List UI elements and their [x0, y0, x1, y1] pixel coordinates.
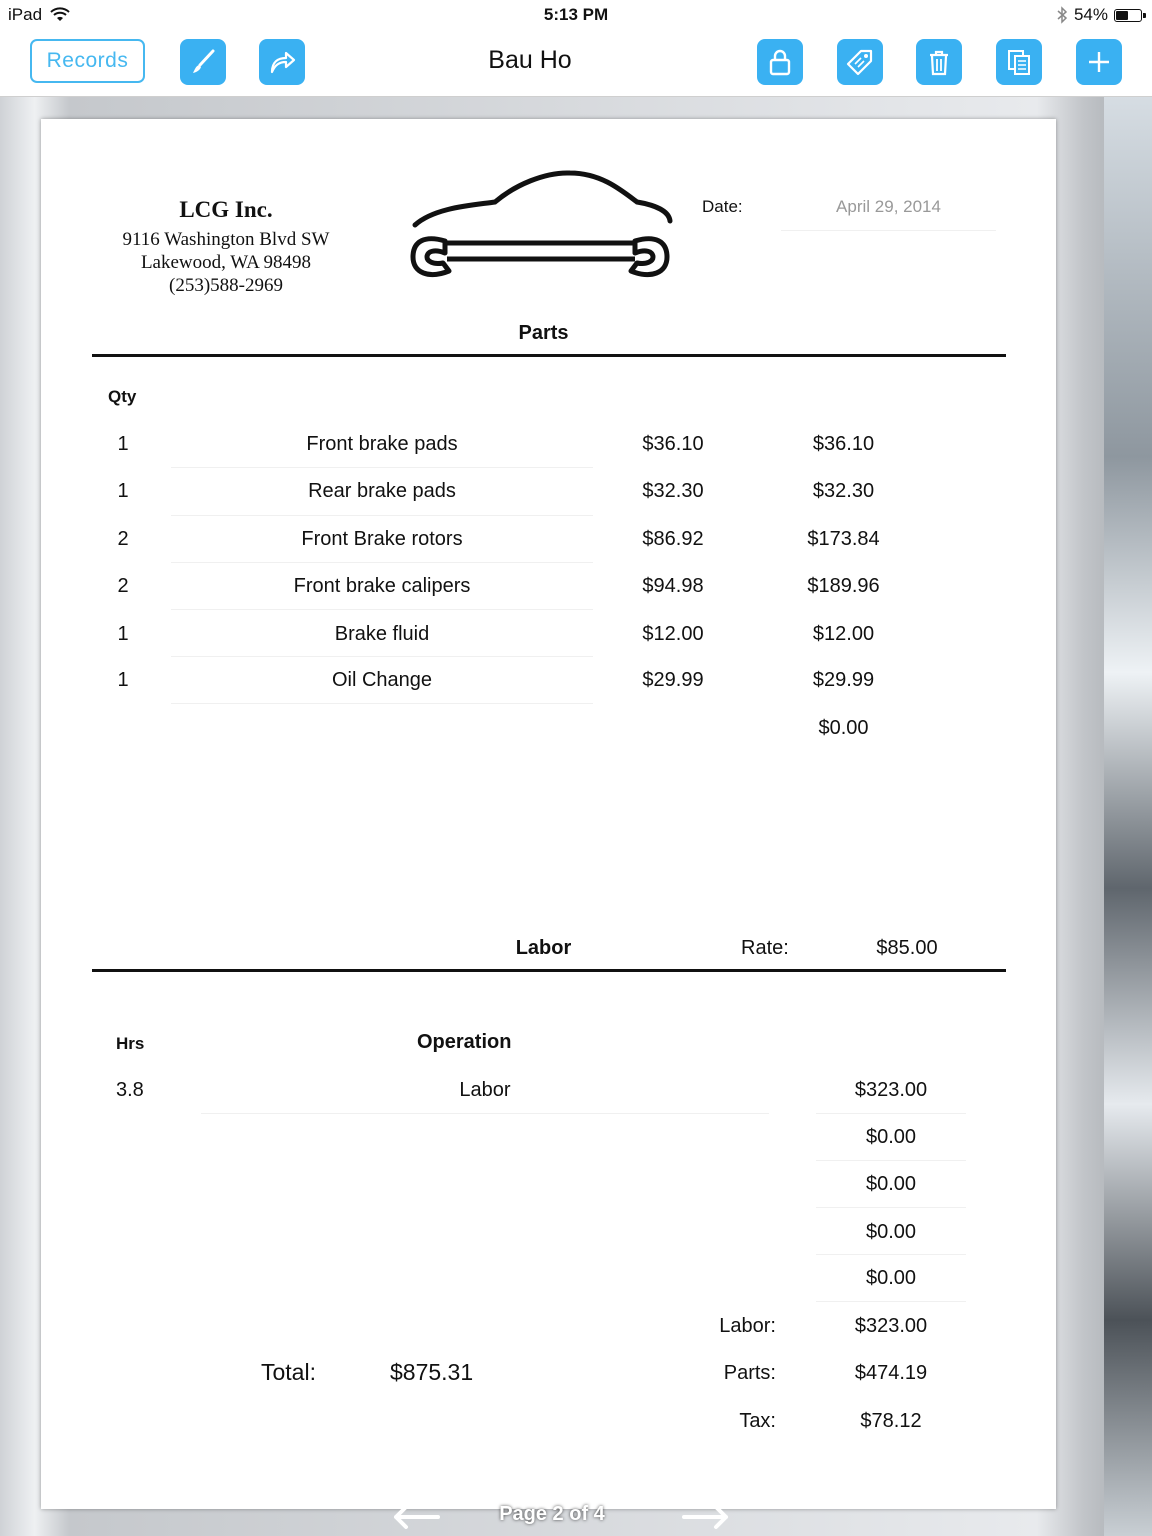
- row-divider: [816, 1207, 966, 1208]
- company-info: [111, 197, 341, 297]
- part-line-total: $36.10: [812, 433, 875, 455]
- part-description: Rear brake pads: [308, 480, 456, 502]
- labor-subtotal-value: $323.00: [854, 1315, 928, 1337]
- row-divider: [171, 609, 593, 610]
- row-divider: [816, 1301, 966, 1302]
- share-icon: [267, 47, 297, 77]
- part-line-total: $0.00: [818, 717, 869, 739]
- row-divider: [171, 703, 593, 704]
- page-indicator: Page 2 of 4: [499, 1503, 605, 1525]
- lock-button[interactable]: [757, 39, 803, 85]
- labor-rule: [92, 969, 1006, 972]
- edit-button[interactable]: [180, 39, 226, 85]
- part-unit-price: $86.92: [642, 528, 704, 550]
- row-divider: [171, 467, 593, 468]
- page-title: Bau Ho: [488, 46, 572, 74]
- part-description: Brake fluid: [334, 623, 430, 645]
- parts-subtotal-value: $474.19: [854, 1362, 928, 1384]
- records-button[interactable]: Records: [30, 39, 145, 83]
- grand-total-value: $875.31: [390, 1359, 474, 1385]
- part-unit-price: $12.00: [642, 623, 704, 645]
- labor-amount: $0.00: [865, 1126, 917, 1148]
- operation-column-header: Operation: [417, 1031, 512, 1053]
- part-line-total: $32.30: [812, 480, 875, 502]
- copy-icon: [1004, 47, 1034, 77]
- plus-icon: [1084, 47, 1114, 77]
- hrs-column-header: Hrs: [116, 1034, 145, 1053]
- row-divider: [171, 656, 593, 657]
- part-qty: 2: [117, 575, 129, 597]
- battery-percent: 54%: [1073, 5, 1108, 24]
- tag-button[interactable]: [837, 39, 883, 85]
- grand-total-label: Total:: [261, 1359, 316, 1385]
- part-line-total: $173.84: [807, 528, 880, 550]
- labor-amount: $323.00: [854, 1079, 928, 1101]
- row-divider: [171, 562, 593, 563]
- parts-heading: Parts: [518, 322, 569, 344]
- rate-label: Rate:: [741, 937, 789, 959]
- lock-icon: [765, 47, 795, 77]
- date-underline: [781, 230, 996, 231]
- copy-button[interactable]: [996, 39, 1042, 85]
- part-qty: 1: [117, 433, 129, 455]
- part-unit-price: $94.98: [642, 575, 704, 597]
- status-right: [1056, 5, 1142, 25]
- row-divider: [171, 515, 593, 516]
- part-line-total: $12.00: [812, 623, 875, 645]
- car-wrench-logo: [405, 167, 677, 285]
- company-phone: (253)588-2969: [169, 275, 283, 296]
- parts-subtotal-label: Parts:: [723, 1362, 776, 1384]
- part-description: Front Brake rotors: [301, 528, 463, 550]
- next-page-arrow-icon[interactable]: [680, 1502, 740, 1532]
- trash-icon: [924, 47, 954, 77]
- part-qty: 2: [117, 528, 129, 550]
- nav-bar: [0, 32, 1152, 97]
- part-qty: 1: [117, 623, 129, 645]
- labor-amount: $0.00: [865, 1267, 917, 1289]
- row-divider: [816, 1254, 966, 1255]
- add-button[interactable]: [1076, 39, 1122, 85]
- labor-amount: $0.00: [865, 1221, 917, 1243]
- brush-icon: [188, 47, 218, 77]
- rate-value[interactable]: $85.00: [876, 937, 938, 959]
- labor-operation: Labor: [459, 1079, 511, 1101]
- delete-button[interactable]: [916, 39, 962, 85]
- parts-rule: [92, 354, 1006, 357]
- part-unit-price: $32.30: [642, 480, 704, 502]
- status-bar: [0, 0, 1152, 32]
- bluetooth-icon: [1056, 6, 1068, 24]
- part-unit-price: $29.99: [642, 669, 704, 691]
- labor-amount: $0.00: [865, 1173, 917, 1195]
- device-name: iPad: [8, 5, 43, 24]
- row-divider: [201, 1113, 769, 1114]
- invoice-page[interactable]: [41, 119, 1056, 1509]
- tag-icon: [845, 47, 875, 77]
- labor-heading: Labor: [515, 937, 572, 959]
- part-qty: 1: [117, 480, 129, 502]
- part-line-total: $189.96: [807, 575, 880, 597]
- battery-fill: [1116, 11, 1128, 20]
- company-name: LCG Inc.: [179, 197, 273, 222]
- part-description: Front brake pads: [306, 433, 458, 455]
- share-button[interactable]: [259, 39, 305, 85]
- battery-icon: [1114, 9, 1142, 22]
- row-divider: [816, 1113, 966, 1114]
- date-value[interactable]: April 29, 2014: [836, 197, 941, 216]
- company-address-line1: 9116 Washington Blvd SW: [122, 229, 330, 250]
- part-qty: 1: [117, 669, 129, 691]
- part-line-total: $29.99: [812, 669, 875, 691]
- row-divider: [816, 1160, 966, 1161]
- tax-value: $78.12: [860, 1410, 922, 1432]
- qty-column-header: Qty: [108, 387, 137, 406]
- labor-subtotal-label: Labor:: [719, 1315, 776, 1337]
- tax-label: Tax:: [739, 1410, 776, 1432]
- date-label: Date:: [702, 197, 743, 216]
- labor-hours: 3.8: [116, 1079, 144, 1101]
- background-photo: [1104, 97, 1152, 1536]
- company-address-line2: Lakewood, WA 98498: [140, 252, 312, 273]
- part-description: Front brake calipers: [293, 575, 471, 597]
- status-time: 5:13 PM: [543, 5, 609, 24]
- part-description: Oil Change: [331, 669, 433, 691]
- part-unit-price: $36.10: [642, 433, 704, 455]
